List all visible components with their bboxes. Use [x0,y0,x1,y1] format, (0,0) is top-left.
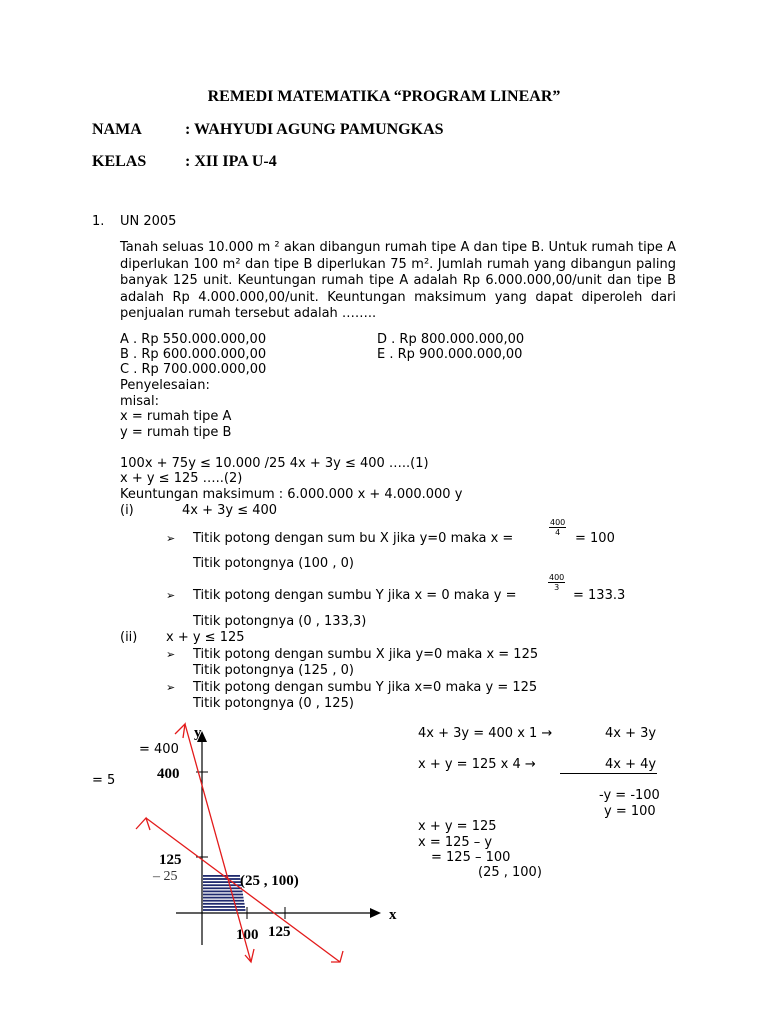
shading-stripe [203,900,244,902]
part-2-x-point: Titik potongnya (125 , 0) [193,663,354,678]
substitution-step-2: x = 125 – y [418,835,493,850]
kelas-label: KELAS [92,153,147,170]
fraction-numerator: 400 [549,573,565,582]
x-axis-label: x [389,907,397,923]
part-2-label: (ii) [120,630,138,645]
part-1-x-point: Titik potongnya (100 , 0) [193,556,354,571]
option-e: E . Rp 900.000.000,00 [377,347,523,362]
part-2-x-intercept: Titik potong dengan sumbu X jika y=0 maka x = 125 [193,647,539,662]
shading-stripe [203,909,246,911]
fraction-numerator: 400 [550,518,566,527]
shading-stripe [203,903,245,905]
arrow-bullet-icon: ➢ [166,648,176,661]
elimination-y-value: y = 100 [604,804,656,819]
part-1-x-result: = 100 [575,531,615,546]
nama-value: : WAHYUDI AGUNG PAMUNGKAS [185,121,444,138]
shading-stripe [203,887,242,889]
objective-function: Keuntungan maksimum : 6.000.000 x + 4.000.000 y [120,487,463,502]
part-2-y-intercept: Titik potong dengan sumbu Y jika x=0 maka y = 125 [193,680,538,695]
shading-stripe [203,906,245,908]
option-a: A . Rp 550.000.000,00 [120,332,267,347]
fraction-denominator: 4 [555,528,561,537]
elimination-row-2: x + y = 125 x 4 → [418,757,536,772]
shading-stripe [203,891,243,893]
equation-fragment: – 25 [153,869,178,884]
equation-fragment: = 400 [139,742,179,757]
shading-stripe [203,881,241,883]
arrow-bullet-icon: ➢ [166,681,176,694]
part-1-label: (i) [120,503,134,518]
elimination-row-1-result: 4x + 3y [605,726,657,741]
solution-heading: Penyelesaian: [120,378,210,393]
solution-misal: misal: [120,394,160,409]
option-d: D . Rp 800.000.000,00 [377,332,525,347]
shading-stripe [203,875,240,877]
question-text: Tanah seluas 10.000 m ² akan dibangun rumah tipe A dan tipe B. Untuk rumah tipe A diperlukan 100 m² dan tipe B diperlukan 75 m². Jumlah rumah yang dibangun paling banyak 125 unit. Keuntungan rumah tipe A adalah Rp 6.000.000,00/unit dan tipe B adalah Rp 4.000.000,00/unit. Keuntungan maksimum yang dapat diperoleh dari penjualan rumah tersebut adalah …….. [120,240,676,321]
arrow-bullet-icon: ➢ [166,532,176,545]
x-definition: x = rumah tipe A [120,409,232,424]
part-1-y-intercept: Titik potong dengan sumbu Y jika x = 0 maka y = [193,588,517,603]
question-number: 1. [92,214,105,229]
equation-fragment: = 5 [92,773,116,788]
constraint-2: x + y ≤ 125 …..(2) [120,471,243,486]
constraint-1: 100x + 75y ≤ 10.000 /25 4x + 3y ≤ 400 …..(1) [120,456,429,471]
elimination-row-1: 4x + 3y = 400 x 1 → [418,726,553,741]
y-definition: y = rumah tipe B [120,425,232,440]
shading-stripe [203,878,241,880]
substitution-step-3: = 125 – 100 [431,850,511,865]
intersection-label: (25 , 100) [240,873,299,889]
x-axis-arrow-icon [370,908,381,918]
option-b: B . Rp 600.000.000,00 [120,347,267,362]
shading-stripe [203,894,243,896]
fraction-denominator: 3 [554,583,560,592]
elimination-difference: -y = -100 [599,788,660,803]
option-c: C . Rp 700.000.000,00 [120,362,267,377]
line-arrow-icon [175,724,185,738]
part-2-y-point: Titik potongnya (0 , 125) [193,696,354,711]
part-2-inequality: x + y ≤ 125 [166,630,245,645]
part-1-x-intercept: Titik potong dengan sum bu X jika y=0 maka x = [193,531,514,546]
part-1-y-result: = 133.3 [573,588,626,603]
y-axis-label: y [194,725,202,741]
part-1-y-point: Titik potongnya (0 , 133,3) [193,614,367,629]
label-125-y: 125 [159,852,182,868]
arrow-bullet-icon: ➢ [166,589,176,602]
label-100-x: 100 [236,927,259,943]
label-125-x: 125 [268,924,291,940]
intersection-point-result: (25 , 100) [478,865,542,880]
label-400: 400 [157,766,180,782]
substitution-step-1: x + y = 125 [418,819,497,834]
shading-stripe [203,897,244,899]
part-1-inequality: 4x + 3y ≤ 400 [182,503,278,518]
kelas-value: : XII IPA U-4 [185,153,277,170]
question-source: UN 2005 [120,214,177,229]
nama-label: NAMA [92,121,142,138]
page-title: REMEDI MATEMATIKA “PROGRAM LINEAR” [207,88,561,105]
elimination-row-2-result: 4x + 4y [605,757,657,772]
